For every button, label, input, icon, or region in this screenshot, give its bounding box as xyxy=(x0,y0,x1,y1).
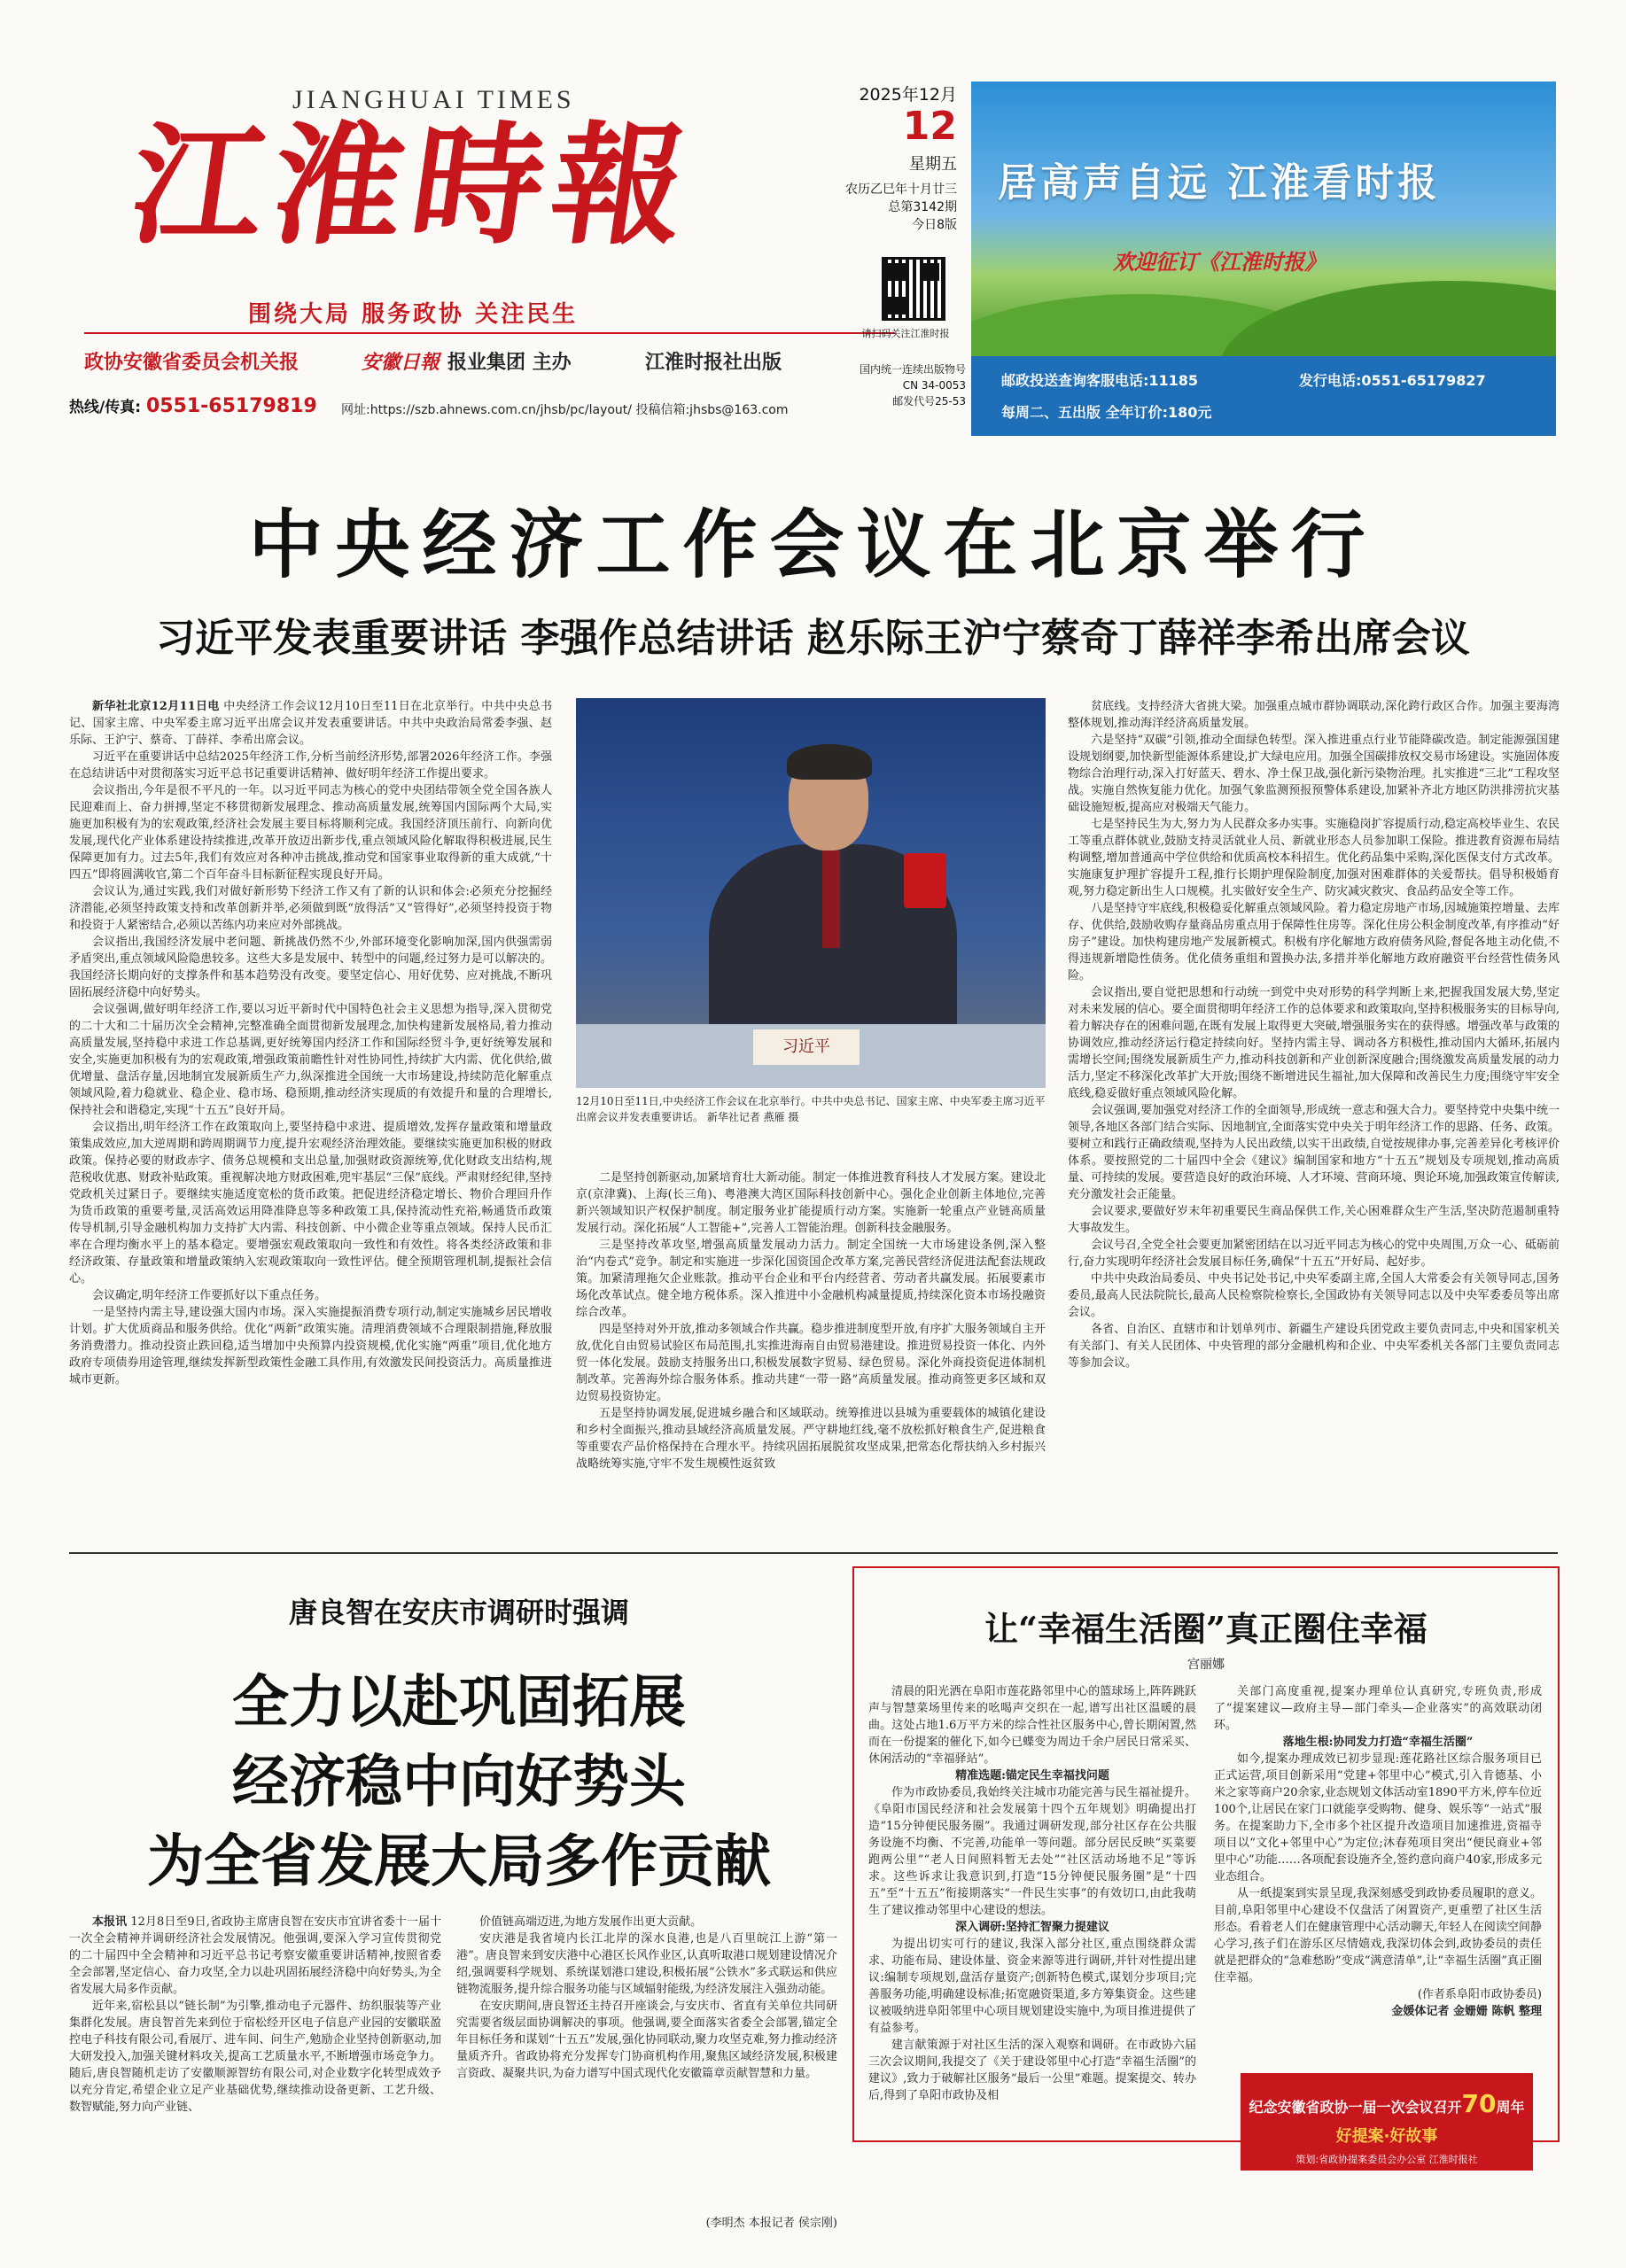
lead-col1 xyxy=(69,698,552,1542)
photo-figure xyxy=(822,850,840,948)
paragraph: 一是坚持内需主导,建设强大国内市场。深入实施提振消费专项行动,制定实施城乡居民增收计划。扩大优质商品和服务供给。优化“两新”政策实施。清理消费领域不合理限制措施,释放服务消费潜力。推动投资止跌回稳,适当增加中央预算内投资规模,优化实施“两重”项目,优化地方政府专项债券用途管理,继续发挥新型政策性金融工具作用,有效激发民间投资活力。高质量推进城市更新。 xyxy=(69,1306,552,1386)
date-box xyxy=(833,82,957,233)
qr-code-icon[interactable] xyxy=(882,257,945,321)
hotline-number: 0551-65179819 xyxy=(145,395,317,417)
paragraph: 会议强调,要加强党对经济工作的全面领导,形成统一意志和强大合力。要坚持党中央集中统一领导,各地区各部门结合实际、因地制宜,全面落实党中央关于明年经济工作的思路、任务、政策。要树立和践行正确政绩观,坚持为人民出政绩,以实干出政绩,自觉按规律办事,完善差异化考核评价体系。要按照党的二十届四中全会《建议》编制国家和地方“十五五”规划及专项规划,推动高质量、可持续的发展。要营造良好的政治环境、人才环境、营商环境、舆论环境,加强政策宣传解读,充分激发社会正能量。 xyxy=(1068,1104,1560,1201)
dateline: 新华社北京12月11日电 xyxy=(92,700,220,713)
paragraph: 如今,提案办理成效已初步显现:莲花路社区综合服务项目已正式运营,项目创新采用“党建+邻里中心”模式,引入肯德基、小米之家等商户20余家,业态规划文体活动室1890平方米,停车位近100个,让居民在家门口就能享受购物、健身、娱乐等“一站式”服务。在提案助力下,全市多个社区提升改造项目加速推进,资福寺项目以“文化+邻里中心”为定位;沐春苑项目突出“便民商业+邻里中心”功能……各项配套设施齐全,签约意向商户40家,形成多元业态组合。 xyxy=(1214,1752,1542,1884)
banner-line1 xyxy=(1241,2089,1533,2118)
photo-flag xyxy=(904,853,946,908)
photo-caption: 12月10日至11日,中央经济工作会议在北京举行。中共中央总书记、国家主席、中央军委主席习近平出席会议并发表重要讲话。 新华社记者 燕雁 摄 xyxy=(576,1095,1046,1123)
opinion-col2 xyxy=(1214,1683,1542,2064)
editor-note: 金媛体记者 金姗姗 陈帆 整理 xyxy=(1391,2005,1542,2018)
paragraph: 中共中央政治局委员、中央书记处书记,中央军委副主席,全国人大常委会有关领导同志,国务委员,最高人民法院院长,最高人民检察院检察长,全国政协有关领导同志以及中央军委委员等出席会议。 xyxy=(1068,1272,1560,1319)
subhead: 落地生根:协同发力打造“幸福生活圈” xyxy=(1282,1736,1474,1749)
paragraph: 建言献策源于对社区生活的深入观察和调研。在市政协六届三次会议期间,我提交了《关于建设邻里中心打造“幸福生活圈”的建议》,致力于破解社区服务“最后一公里”难题。提案提交、转办后,得到了阜阳市政协及相 xyxy=(868,2039,1196,2102)
paragraph: 会议指出,今年是很不平凡的一年。以习近平同志为核心的党中央团结带领全党全国各族人民迎难而上、奋力拼搏,坚定不移贯彻新发展理念、推动高质量发展,统筹国内国际两个大局,实施更加积极有为的宏观政策,经济社会发展主要目标将顺利完成。我国经济顶压前行、向新向优发展,现代化产业体系建设持续推进,改革开放迈出新步伐,重点领域风险化解取得积极进展,民生保障更加有力。过去5年,我们有效应对各种冲击挑战,推动党和国家事业取得新的重大成就,“十四五”即将圆满收官,第二个百年奋斗目标新征程实现良好开局。 xyxy=(69,784,552,882)
day: 12 xyxy=(902,104,957,149)
ad-info-bar xyxy=(971,356,1556,436)
issue-number: 总第3142期 xyxy=(888,200,957,215)
second-title-line1[interactable]: 全力以赴巩固拓展 xyxy=(232,1670,686,1736)
paragraph: 五是坚持协调发展,促进城乡融合和区域联动。统筹推进以县城为重要载体的城镇化建设和乡村全面振兴,推动县域经济高质量发展。严守耕地红线,毫不放松抓好粮食生产,促进粮食等重要农产品价格保持在合理水平。持续巩固拓展脱贫攻坚成果,把常态化帮扶纳入乡村振兴战略统筹实施,守牢不发生规模性返贫致 xyxy=(576,1407,1046,1471)
issn-line1: 国内统一连续出版物号 xyxy=(859,363,966,376)
paragraph: 12月8日至9日,省政协主席唐良智在安庆市宜讲省委十一届十一次全会精神并调研经济社会发展情况。他强调,要深入学习宣传贯彻党的二十届四中全会精神和习近平总书记考察安徽重要讲话精神,按照省委全会部署,坚定信心、奋力攻坚,全力以赴巩固拓展经济稳中向好势头,为全省发展大局多作贡献。 xyxy=(69,1915,441,1996)
paragraph: 近年来,宿松县以“链长制”为引擎,推动电子元器件、纺织服装等产业集群化发展。唐良智首先来到位于宿松经开区电子信息产业园的安徽联盈控电子科技有限公司,看展厅、进车间、问生产,勉励企业坚持创新驱动,加大研发投入,加强关键材料攻关,提高工艺质量水平,不断增强市场竞争力。随后,唐良智随机走访了安徽顺源智纺有限公司,对企业数字化转型成效予以充分肯定,希望企业立足产业基础优势,继续推动设备更新、工艺升级、数智赋能,努力向产业链、 xyxy=(69,2000,441,2114)
paragraph: 四是坚持对外开放,推动多领域合作共赢。稳步推进制度型开放,有序扩大服务领域自主开放,优化自由贸易试验区布局范围,扎实推进海南自由贸易港建设。推进贸易投资一体化、内外贸一体化发展。鼓励支持服务出口,积极发展数字贸易、绿色贸易。深化外商投资促进体制机制改革。完善海外综合服务体系。推动共建“一带一路”高质量发展。推动商签更多区域和双边贸易投资协定。 xyxy=(576,1323,1046,1403)
anniversary-banner[interactable] xyxy=(1241,2073,1533,2171)
paragraph: 清晨的阳光洒在阜阳市莲花路邻里中心的篮球场上,阵阵跳跃声与智慧菜场里传来的吆喝声交织在一起,谱写出社区温暖的晨曲。这处占地1.6万平方米的综合性社区服务中心,曾长期闲置,然而在一份提案的催化下,如今已蝶变为周边千余户居民日常采买、休闲活动的“幸福驿站”。 xyxy=(868,1685,1196,1766)
paragraph: 价值链高端迈进,为地方发展作出更大贡献。 xyxy=(479,1915,703,1929)
paragraph: 七是坚持民生为大,努力为人民群众多办实事。实施稳岗扩容提质行动,稳定高校毕业生、农民工等重点群体就业,鼓励支持灵活就业人员、新就业形态人员参加职工保险。推进教育资源布局结构调整,增加普通高中学位供给和优质高校本科招生。优化药品集中采购,深化医保支付方式改革。实施康复护理扩容提升工程,推行长期护理保险制度,加强对困难群体的关爱帮扶。倡导积极婚育观,努力稳定新出生人口规模。扎实做好安全生产、防灾减灾救灾、食品药品安全等工作。 xyxy=(1068,818,1560,898)
paragraph: 习近平在重要讲话中总结2025年经济工作,分析当前经济形势,部署2026年经济工作。李强在总结讲话中对贯彻落实习近平总书记重要讲话精神、做好明年经济工作提出要求。 xyxy=(69,750,552,781)
weekday: 星期五 xyxy=(909,155,957,175)
paragraph: 会议强调,做好明年经济工作,要以习近平新时代中国特色社会主义思想为指导,深入贯彻党的二十大和二十届历次全会精神,完整准确全面贯彻新发展理念,加快构建新发展格局,着力推动高质量发展,坚持稳中求进工作总基调,更好统筹国内经济工作和国际经贸斗争,更好统筹发展和安全,实施更加积极有为的宏观政策,增强政策前瞻性针对性协同性,持续扩大内需、优化供给,做优增量、盘活存量,因地制宜发展新质生产力,纵深推进全国统一大市场建设,持续防范化解重点领域风险,着力稳就业、稳企业、稳市场、稳预期,推动经济实现质的有效提升和量的合理增长,保持社会和谐稳定,实现“十五五”良好开局。 xyxy=(69,1003,552,1117)
lead-col3 xyxy=(1068,698,1560,1542)
subhead: 精准选题:锚定民生幸福找问题 xyxy=(955,1769,1109,1783)
masthead-rule xyxy=(84,332,895,334)
meeting-photo[interactable] xyxy=(576,698,1046,1088)
second-col1 xyxy=(69,1914,441,2233)
issn-line2: CN 34-0053 xyxy=(902,379,966,392)
ad-line2: 发行电话:0551-65179827 xyxy=(1299,372,1486,389)
lunar-date: 农历乙巳年十月廿三 xyxy=(845,183,957,198)
sponsor-brand: 安徽日報 xyxy=(362,352,440,374)
ad-line3: 每周二、五出版 全年订价:180元 xyxy=(1001,404,1212,421)
banner-years: 70 xyxy=(1461,2089,1497,2118)
paragraph: 会议指出,我国经济发展中老问题、新挑战仍然不少,外部环境变化影响加深,国内供强需弱矛盾突出,重点领域风险隐患较多。这些大多是发展中、转型中的问题,经过努力是可以解决的。我国经济长期向好的支撑条件和基本趋势没有改变。要坚定信心、用好优势、应对挑战,不断巩固拓展经济稳中向好势头。 xyxy=(69,936,552,999)
paragraph: 安庆港是我省境内长江北岸的深水良港,也是八百里皖江上游“第一港”。唐良智来到安庆港中心港区长风作业区,认真听取港口规划建设情况介绍,强调要科学规划、系统谋划港口建设,积极拓展“公铁水”多式联运和供应链物流服务,提升综合服务功能与区域辐射能级,为经济发展注入强劲动能。 xyxy=(456,1932,837,1996)
paragraph: 从一纸提案到实景呈现,我深刻感受到政协委员履职的意义。目前,阜阳邻里中心建设不仅盘活了闲置资产,更重塑了社区生活形态。看着老人们在健康管理中心活动聊天,年轻人在阅读空间静心学习,孩子们在游乐区尽情嬉戏,我深切体会到,政协委员的责任就是把群众的“急难愁盼”变成“满意清单”,让“幸福生活圈”真正圈住幸福。 xyxy=(1214,1887,1542,1984)
opinion-col1 xyxy=(868,1683,1196,2126)
paragraph: 三是坚持改革攻坚,增强高质量发展动力活力。制定全国统一大市场建设条例,深入整治“内卷式”竞争。制定和实施进一步深化国资国企改革方案,完善民营经济促进法配套法规政策。加紧清理拖欠企业账款。推动平台企业和平台内经营者、劳动者共赢发展。拓展要素市场化改革试点。健全地方税体系。深入推进中小金融机构减量提质,持续深化资本市场投融资综合改革。 xyxy=(576,1239,1046,1319)
paragraph: 二是坚持创新驱动,加紧培育壮大新动能。制定一体推进教育科技人才发展方案。建设北京(京津冀)、上海(长三角)、粤港澳大湾区国际科技创新中心。强化企业创新主体地位,完善新兴领域知识产权保护制度。制定服务业扩能提质行动方案。实施新一轮重点产业链高质量发展行动。深化拓展“人工智能+”,完善人工智能治理。创新科技金融服务。 xyxy=(576,1171,1046,1235)
sponsor-left: 政协安徽省委员会机关报 xyxy=(84,352,300,374)
paragraph: 会议号召,全党全社会要更加紧密团结在以习近平同志为核心的党中央周围,万众一心、砥砺前行,奋力实现明年经济社会发展目标任务,确保“十五五”开好局、起好步。 xyxy=(1068,1239,1560,1269)
issn-line3: 邮发代号25-53 xyxy=(892,395,966,408)
paragraph: 会议认为,通过实践,我们对做好新形势下经济工作又有了新的认识和体会:必须充分挖掘经济潜能,必须坚持政策支持和改革创新并举,必须做到既“放得活”又“管得好”,必须坚持投资于物和投资于人紧密结合,必须以苦练内功来应对外部挑战。 xyxy=(69,885,552,932)
lead-headline[interactable]: 中央经济工作会议在北京举行 xyxy=(248,501,1378,588)
paragraph: 会议确定,明年经济工作要抓好以下重点任务。 xyxy=(92,1289,327,1302)
website-line: 网址:https://szb.ahnews.com.cn/jhsb/pc/layout/ 投稿信箱:jhsbs@163.com xyxy=(341,403,789,417)
paragraph: 会议要求,要做好岁末年初重要民生商品保供工作,关心困难群众生产生活,坚决防范遏制重特大事故发生。 xyxy=(1068,1205,1560,1235)
hotline xyxy=(69,394,317,417)
paragraph: 作为市政协委员,我始终关注城市功能完善与民生福祉提升。《阜阳市国民经济和社会发展第十四个五年规划》明确提出打造“15分钟便民服务圈”。我通过调研发现,部分社区存在公共服务设施不均衡、不完善,功能单一等问题。部分居民反映“买菜要跑两公里”“老人日间照料暂无去处”“社区活动场地不足”等诉求。这些诉求让我意识到,打造“15分钟便民服务圈”是“十四五”至“十五五”衔接期落实“一件民生实事”的有效切口,由此我萌生了建议推动邻里中心建设的想法。 xyxy=(868,1786,1196,1917)
second-title-line3[interactable]: 为全省发展大局多作贡献 xyxy=(147,1829,771,1895)
author-note: (作者系阜阳市政协委员) xyxy=(1417,1988,1542,2001)
paragraph: 八是坚持守牢底线,积极稳妥化解重点领域风险。着力稳定房地产市场,因城施策控增量、去库存、优供给,鼓励收购存量商品房重点用于保障性住房等。深化住房公积金制度改革,有序推动“好房子”建设。加快构建房地产发展新模式。积极有序化解地方政府债务风险,督促各地主动化债,不得违规新增隐性债务。优化债务重组和置换办法,多措并举化解地方政府融资平台经营性债务风险。 xyxy=(1068,902,1560,983)
lead-col2 xyxy=(576,1169,1046,1542)
second-dateline: 本报讯 xyxy=(92,1915,128,1929)
page-count: 今日8版 xyxy=(912,218,957,233)
section-divider xyxy=(69,1552,1558,1554)
second-title-line2[interactable]: 经济稳中向好势头 xyxy=(232,1750,686,1815)
paragraph: 关部门高度重视,提案办理单位认真研究,专班负责,形成了“提案建议—政府主导—部门牵头—企业落实”的高效联动闭环。 xyxy=(1214,1685,1542,1732)
ad-line1: 邮政投送查询客服电话:11185 xyxy=(1001,372,1199,389)
banner-years-tail: 周年 xyxy=(1496,2099,1525,2116)
photo-nameplate: 习近平 xyxy=(753,1029,860,1065)
photo-figure xyxy=(787,744,872,780)
opinion-title[interactable]: 让“幸福生活圈”真正圈住幸福 xyxy=(984,1609,1428,1649)
hotline-label: 热线/传真: xyxy=(69,399,142,416)
banner-line1-text: 纪念安徽省政协一届一次会议召开 xyxy=(1249,2099,1462,2116)
paragraph: 六是坚持“双碳”引领,推动全面绿色转型。深入推进重点行业节能降碳改造。制定能源强国建设规划纲要,加快新型能源体系建设,扩大绿电应用。加强全国碳排放权交易市场建设。实施固体废物综合治理行动,深入打好蓝天、碧水、净土保卫战,强化新污染物治理。扎实推进“三北”工程攻坚战。实施自然恢复能力优化。加强气象监测预报预警体系建设,加紧补齐北方地区防洪排涝抗灾基础设施短板,提高应对极端天气能力。 xyxy=(1068,734,1560,814)
paragraph: 会议指出,明年经济工作在政策取向上,要坚持稳中求进、提质增效,发挥存量政策和增量政策集成效应,加大逆周期和跨周期调节力度,提升宏观经济治理效能。要继续实施更加积极的财政政策。保持必要的财政赤字、债务总规模和支出总量,加强财政资源统筹,优化财政支出结构,规范税收优惠、财政补贴政策。重视解决地方财政困难,兜牢基层“三保”底线。严肃财经纪律,坚持党政机关过紧日子。要继续实施适度宽松的货币政策。把促进经济稳定增长、物价合理回升作为货币政策的重要考量,灵活高效运用降准降息等多种政策工具,保持流动性充裕,畅通货币政策传导机制,引导金融机构加力支持扩大内需、科技创新、中小微企业等重点领域。保持人民币汇率在合理均衡水平上的基本稳定。要增强宏观政策取向一致性和有效性。将各类经济政策和非经济政策、存量政策和增量政策纳入宏观政策取向一致性评估。健全预期管理机制,提振社会信心。 xyxy=(69,1121,552,1285)
subhead: 深入调研:坚持汇智聚力提建议 xyxy=(955,1921,1109,1934)
publisher: 江淮时报社出版 xyxy=(645,352,782,374)
qr-caption: 请扫码关注江淮时报 xyxy=(861,328,950,339)
newspaper-logo: 江淮時報 xyxy=(121,108,704,262)
second-kicker: 唐良智在安庆市调研时强调 xyxy=(288,1596,629,1629)
ad-headline: 居高声自远 江淮看时报 xyxy=(998,160,1441,206)
paragraph: 为提出切实可行的建议,我深入部分社区,重点围绕群众需求、功能布局、建设体量、资金来源等进行调研,并针对性提出建议:编制专项规划,盘活存量资产;创新特色模式,谋划分步项目;完善服务功能,明确建设标准;拓宽融资渠道,多方筹集资金。这些建议被吸纳进阜阳邻里中心项目规划建设实施中,为项目推进提供了有益参考。 xyxy=(868,1938,1196,2035)
paragraph: 中央经济工作会议12月10日至11日在北京举行。中共中央总书记、国家主席、中央军委主席习近平出席会议并发表重要讲话。中共中央政治局常委李强、赵乐际、王沪宁、蔡奇、丁薛祥、李希出席会议。 xyxy=(69,700,552,747)
subscription-ad[interactable] xyxy=(971,82,1556,436)
banner-line2: 好提案·好故事 xyxy=(1335,2127,1438,2146)
opinion-author: 宫丽娜 xyxy=(1187,1658,1225,1672)
english-title: JIANGHUAI TIMES xyxy=(292,85,575,114)
slogan: 围绕大局 服务政协 关注民生 xyxy=(248,301,579,328)
ad-tagline: 欢迎征订《江淮时报》 xyxy=(1113,249,1326,275)
banner-line3: 策划:省政协提案委员会办公室 江淮时报社 xyxy=(1295,2154,1478,2165)
year-month: 2025年12月 xyxy=(859,85,957,105)
paragraph: 会议指出,要自觉把思想和行动统一到党中央对形势的科学判断上来,把握我国发展大势,坚定对未来发展的信心。要全面贯彻明年经济工作的总体要求和政策取向,坚持积极服务实的目标导向,着力解决存在的困难问题,在既有发展上取得更大突破,增强服务实在的获得感。增强改革与政策的协调效应,推动经济运行稳定持续向好。坚持内需主导、调动各方积极性,推动国内大循环,拓展内需增长空间;围绕发展新质生产力,推动科技创新和产业创新深度融合;围绕激发高质量发展的动力活力,坚定不移深化改革扩大开放;围绕不断增进民生福祉,加大保障和改善民生力度;围绕守牢安全底线,稳妥做好重点领域风险化解。 xyxy=(1068,986,1560,1100)
issn-info xyxy=(824,361,966,409)
paragraph: 贫底线。支持经济大省挑大梁。加强重点城市群协调联动,深化跨行政区合作。加强主要海湾整体规划,推动海洋经济高质量发展。 xyxy=(1068,700,1560,730)
second-byline: (李明杰 本报记者 侯宗刚) xyxy=(705,2217,837,2230)
paragraph: 各省、自治区、直辖市和计划单列市、新疆生产建设兵团党政主要负责同志,中央和国家机关有关部门、有关人民团体、中央管理的部分金融机构和企业、中央军委机关各部门主要负责同志等参加会议。 xyxy=(1068,1323,1560,1370)
paragraph: 在安庆期间,唐良智还主持召开座谈会,与安庆市、省直有关单位共同研究需要省级层面协调解决的事项。他强调,要全面落实省委全会部署,锚定全年目标任务和谋划“十五五”发展,强化协同联动,聚力攻坚克难,努力推动经济量质齐升。省政协将充分发挥专门协商机构作用,聚焦区域经济发展,积极建言资政、凝聚共识,为奋力谱写中国式现代化安徽篇章贡献智慧和力量。 xyxy=(456,2000,837,2080)
second-col2 xyxy=(456,1914,837,2210)
sponsor-mid: 报业集团 主办 xyxy=(447,352,572,374)
lead-subheadline: 习近平发表重要讲话 李强作总结讲话 赵乐际王沪宁蔡奇丁薛祥李希出席会议 xyxy=(156,616,1470,661)
